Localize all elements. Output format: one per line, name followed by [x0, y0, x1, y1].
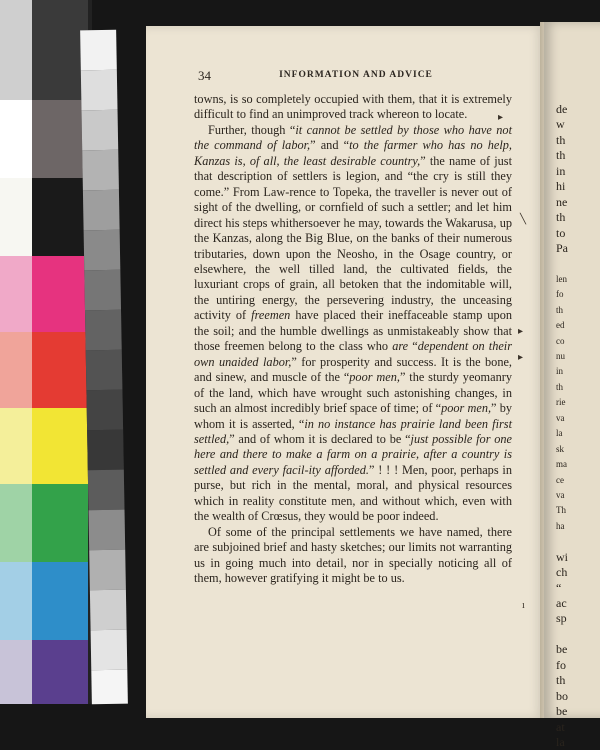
paragraph-1: towns, is so completely occupied with them, that it is extremely difficult to find an unimproved track whereon to locate. [194, 92, 512, 122]
margin-mark: ▸ [518, 326, 524, 337]
paragraph-3: Of some of the principal settlements we have named, there are subjoined brief and hasty sketches; our limits not warranting us in going much into detail, nor in specially noticing all of them, however gratifying it might be to us. [194, 524, 512, 586]
running-head: INFORMATION AND ADVICE [279, 70, 433, 80]
margin-mark: ▸ [498, 112, 504, 123]
page-body-text [194, 92, 512, 587]
book-page [146, 26, 544, 718]
page-number: 34 [198, 68, 211, 83]
margin-mark: ▸ [518, 352, 524, 363]
margin-mark: ı [522, 600, 525, 611]
color-calibration-chart [0, 0, 92, 704]
margin-mark: ╲ [520, 214, 527, 225]
facing-page-text: de w th th in hi ne th to Pa len fo th ed co nu in th rie va la sk ma ce va Th ha wi ch “ ac sp be fo th bo be at la [556, 102, 568, 749]
facing-page [544, 22, 600, 749]
paragraph-2: Further, though “it cannot be settled by those who have not the command of labor,” and “to the farmer who has no help, Kanzas is, of all, the least desirable country,” the name of just that description of settlers is legion, and “the cry is still they come.” From Law-rence to Topeka, the traveller is never out of sight of the dwelling, or cornfield of such a settler; and let him direct his steps whithersoever he may, towards the Wakarusa, up the Kanzas, along the Big Blue, on the banks of their numerous tributaries, down upon the Neosho, in the Osage country, or elsewhere, the well tilled land, the cultivated fields, the luxuriant crops of grain, all betoken that the indomitable will, the untiring energy, the persevering industry, the unceasing activity of freemen have placed their ineffaceable stamp upon the soil; and the humble dwellings as unmistakeably show that those freemen belong to the class who are “dependent on their own unaided labor,” for prosperity and success. It is the bone, and sinew, and muscle of the “poor men,” the sturdy yeomanry of the land, which have wrought such astonishing changes, in such an almost incredibly brief space of time; of “poor men,” by whom it is asserted, “in no instance has prairie land been first settled,” and of whom it is declared to be “just possible for one here and there to make a farm on a prairie, after a country is settled and every facil-ity afforded.” ! ! ! Men, poor, perhaps in purse, but rich in the mental, moral, and physical resources which in reality constitute men, and without which, even with the wealth of Crœsus, they would be poor indeed. [194, 122, 513, 524]
